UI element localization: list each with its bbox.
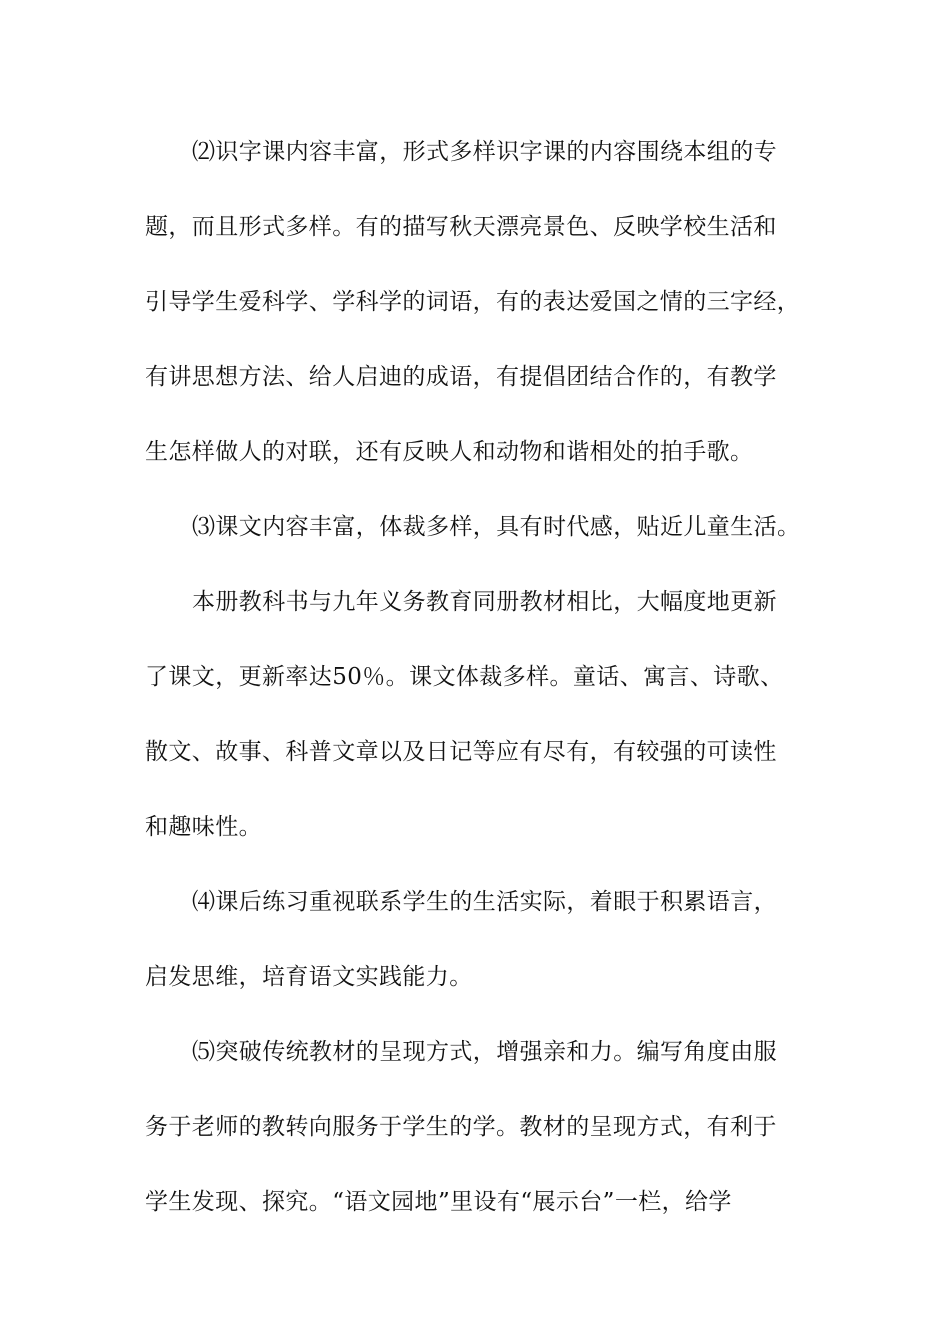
paragraph-5-line-1: ⑸突破传统教材的呈现方式，增强亲和力。编写角度由服 [192,1039,777,1065]
paragraph-3-line-4: 和趣味性。 [145,814,262,840]
paragraph-4-line-2: 启发思维，培育语文实践能力。 [145,964,473,990]
paragraph-3-line-3: 散文、故事、科普文章以及日记等应有尽有，有较强的可读性 [145,739,777,765]
paragraph-2-line-5: 生怎样做人的对联，还有反映人和动物和谐相处的拍手歌。 [145,439,754,465]
paragraph-5-line-3: 学生发现、探究。“语文园地”里设有“展示台”一栏，给学 [145,1189,732,1215]
paragraph-2-line-3: 引导学生爱科学、学科学的词语，有的表达爱国之情的三字经， [145,289,801,315]
paragraph-3-line-2: 了课文，更新率达50％。课文体裁多样。童话、寓言、诗歌、 [145,664,784,690]
paragraph-3-line-1: 本册教科书与九年义务教育同册教材相比，大幅度地更新 [192,589,777,615]
paragraph-2-line-2: 题，而且形式多样。有的描写秋天漂亮景色、反映学校生活和 [145,214,777,240]
paragraph-5-line-2: 务于老师的教转向服务于学生的学。教材的呈现方式，有利于 [145,1114,777,1140]
paragraph-4-line-1: ⑷课后练习重视联系学生的生活实际，着眼于积累语言， [192,889,777,915]
paragraph-2-line-4: 有讲思想方法、给人启迪的成语，有提倡团结合作的，有教学 [145,364,777,390]
paragraph-2-line-1: ⑵识字课内容丰富，形式多样识字课的内容围绕本组的专 [192,139,777,165]
paragraph-3-heading: ⑶课文内容丰富，体裁多样，具有时代感，贴近儿童生活。 [192,514,801,540]
